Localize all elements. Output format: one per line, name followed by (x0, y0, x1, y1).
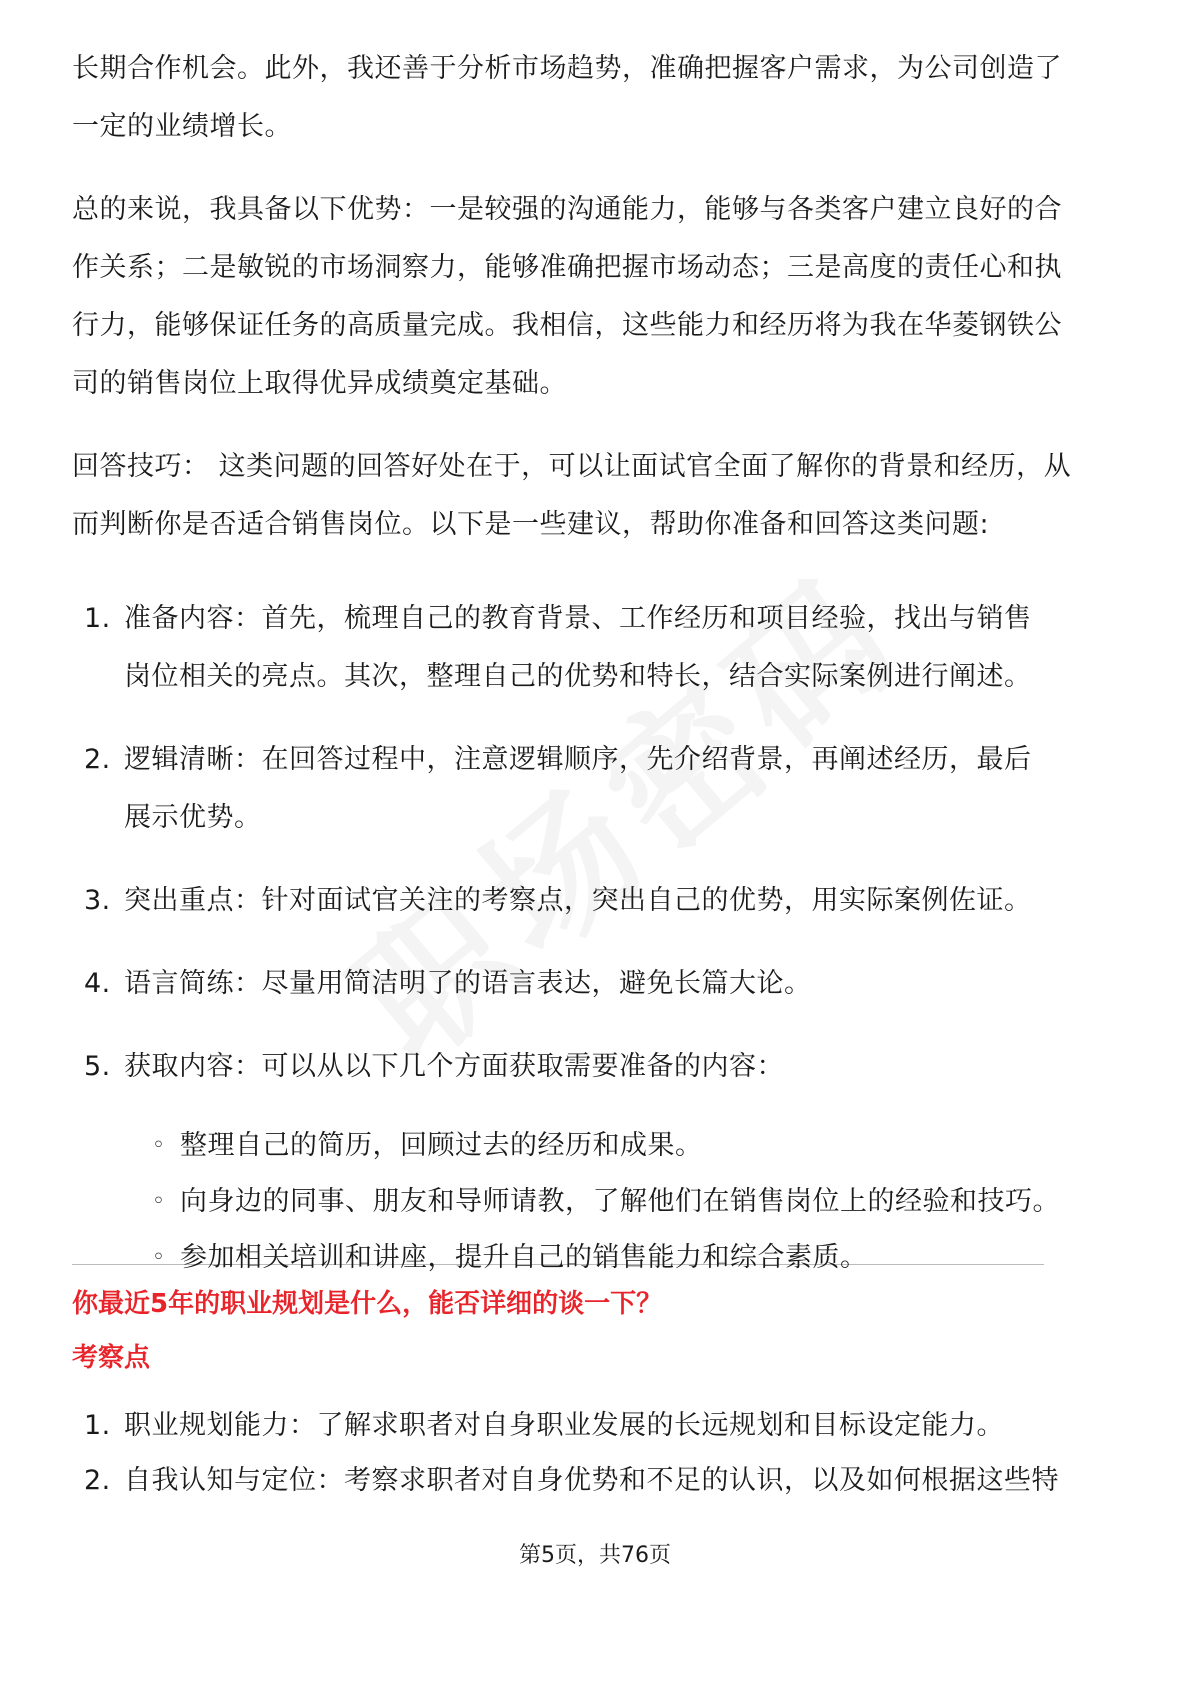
list-number: 2. (84, 1465, 111, 1496)
list-item (72, 872, 1084, 930)
question-subtitle: 考察点 (72, 1343, 151, 1373)
sub-list-item-text: 整理自己的简历，回顾过去的经历和成果。 (180, 1130, 703, 1161)
bullet-icon: ◦ (152, 1133, 166, 1158)
sub-list-item (152, 1118, 1122, 1174)
list-number: 1. (84, 603, 111, 634)
paragraph-summary: 总的来说，我具备以下优势：一是较强的沟通能力，能够与各类客户建立良好的合作关系；二是敏锐的市场洞察力，能够准确把握市场动态；三是高度的责任心和执行力，能够保证任务的高质量完成。我相信，这些能力和经历将为我在华菱钢铁公司的销售岗位上取得优异成绩奠定基础。 (72, 194, 1062, 399)
list-item (72, 1038, 1084, 1096)
list-item-text: 获取内容：可以从以下几个方面获取需要准备的内容： (124, 1051, 784, 1082)
list-item (72, 955, 1084, 1013)
assessment-points-list (72, 1398, 1122, 1508)
list-item (72, 590, 1044, 706)
paragraph-answer-tips: 回答技巧： 这类问题的回答好处在于，可以让面试官全面了解你的背景和经历，从而判断你是否适合销售岗位。以下是一些建议，帮助你准备和回答这类问题: (72, 451, 1072, 540)
sub-list-item (152, 1174, 1122, 1230)
sub-list-item-text: 参加相关培训和讲座，提升自己的销售能力和综合素质。 (180, 1242, 868, 1273)
list-item-text: 语言简练：尽量用简洁明了的语言表达，避免长篇大论。 (124, 968, 812, 999)
bullet-icon: ◦ (152, 1189, 166, 1214)
list-item (72, 731, 1044, 847)
sub-list-item-text: 向身边的同事、朋友和导师请教，了解他们在销售岗位上的经验和技巧。 (180, 1186, 1060, 1217)
list-item-text: 逻辑清晰：在回答过程中，注意逻辑顺序，先介绍背景，再阐述经历，最后展示优势。 (124, 744, 1032, 833)
list-item (72, 1398, 1122, 1453)
bullet-icon: ◦ (152, 1245, 166, 1270)
question-title: 你最近5年的职业规划是什么，能否详细的谈一下？ (72, 1289, 663, 1319)
list-item-text: 准备内容：首先，梳理自己的教育背景、工作经历和项目经验，找出与销售岗位相关的亮点。其次，整理自己的优势和特长，结合实际案例进行阐述。 (124, 603, 1032, 692)
tips-list (72, 590, 1122, 1096)
list-item-text: 突出重点：针对面试官关注的考察点，突出自己的优势，用实际案例佐证。 (124, 885, 1032, 916)
list-number: 1. (84, 1410, 111, 1441)
list-item-text: 职业规划能力：了解求职者对自身职业发展的长远规划和目标设定能力。 (124, 1410, 1004, 1441)
main-content (72, 40, 1122, 1286)
list-item-text: 自我认知与定位：考察求职者对自身优势和不足的认识，以及如何根据这些特 (124, 1465, 1059, 1496)
list-number: 5. (84, 1051, 111, 1082)
list-number: 4. (84, 968, 111, 999)
sub-list-item (152, 1230, 1122, 1286)
page-footer: 第5页，共76页 (519, 1543, 671, 1568)
list-number: 2. (84, 744, 111, 775)
list-number: 3. (84, 885, 111, 916)
list-item (72, 1453, 1122, 1508)
content-sources-list (152, 1118, 1122, 1286)
paragraph-continuation: 长期合作机会。此外，我还善于分析市场趋势，准确把握客户需求，为公司创造了一定的业绩增长。 (72, 53, 1062, 142)
